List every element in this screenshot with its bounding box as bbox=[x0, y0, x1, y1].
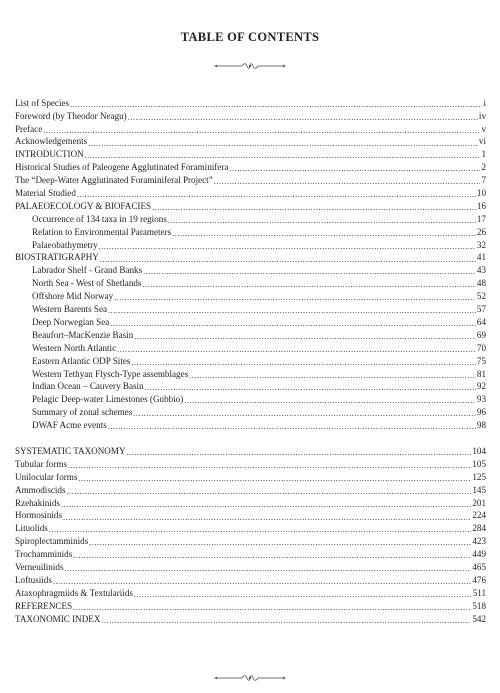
toc-entry-label: Offshore Mid Norway bbox=[32, 291, 114, 302]
toc-entry[interactable] bbox=[15, 521, 486, 534]
toc-entry-label: Eastern Atlantic ODP Sites bbox=[32, 355, 131, 366]
toc-entry-label: Relation to Environmental Parameters bbox=[32, 226, 172, 237]
dot-leader bbox=[168, 215, 476, 224]
toc-entry[interactable] bbox=[15, 482, 486, 495]
toc-entry[interactable] bbox=[15, 121, 486, 134]
toc-entry-label: Ataxophragmiids & Textulariids bbox=[15, 587, 133, 598]
toc-entry[interactable] bbox=[15, 147, 486, 160]
toc-entry-page: 52 bbox=[476, 291, 486, 302]
toc-entry[interactable] bbox=[15, 585, 486, 598]
toc-entry-page: 10 bbox=[476, 188, 486, 199]
toc-entry-page: 57 bbox=[476, 304, 486, 315]
toc-entry-label: North Sea - West of Shetlands bbox=[32, 278, 142, 289]
toc-entry-page: 48 bbox=[476, 278, 486, 289]
dot-leader bbox=[142, 279, 475, 288]
toc-entry-page: 75 bbox=[476, 355, 486, 366]
toc-entry-page: 7 bbox=[481, 175, 486, 186]
toc-entry[interactable] bbox=[15, 301, 486, 314]
toc-entry-label: SYSTEMATIC TAXONOMY bbox=[15, 445, 126, 456]
toc-entry-page: 511 bbox=[472, 587, 486, 598]
toc-entry-label: Palaeobathymetry bbox=[32, 239, 98, 250]
toc-entry-page: 96 bbox=[476, 407, 486, 418]
dot-leader bbox=[108, 421, 476, 430]
toc-entry-label: Acknowledgements bbox=[15, 136, 88, 147]
toc-entry[interactable] bbox=[15, 508, 486, 521]
toc-entry-label: Indian Ocean – Cauvery Basin bbox=[32, 381, 144, 392]
toc-entry-page: 69 bbox=[476, 329, 486, 340]
toc-entry-label: Hormosinids bbox=[15, 510, 62, 521]
toc-entry-page: 32 bbox=[476, 239, 486, 250]
toc-entry[interactable] bbox=[15, 546, 486, 559]
toc-entry-label: DWAF Acme events bbox=[32, 420, 107, 431]
dot-leader bbox=[99, 241, 476, 250]
dot-leader bbox=[189, 370, 476, 379]
toc-entry-page: 2 bbox=[481, 162, 486, 173]
toc-entry-page: 98 bbox=[476, 420, 486, 431]
toc-entry-page: 105 bbox=[472, 458, 486, 469]
toc-entry-page: 70 bbox=[476, 342, 486, 353]
toc-entry-label: Beaufort–MacKenzie Basin bbox=[32, 329, 134, 340]
toc-entry-page: 93 bbox=[476, 394, 486, 405]
dot-leader bbox=[117, 344, 476, 353]
dot-leader bbox=[128, 112, 478, 121]
toc-entry-page: 16 bbox=[476, 200, 486, 211]
dot-leader bbox=[67, 486, 472, 495]
toc-entry-page: 1 bbox=[481, 149, 486, 160]
dot-leader bbox=[85, 150, 481, 159]
dot-leader bbox=[101, 615, 471, 624]
toc-entry-label: TAXONOMIC INDEX bbox=[15, 613, 101, 624]
toc-entry[interactable] bbox=[15, 533, 486, 546]
dot-leader bbox=[184, 395, 476, 404]
dot-leader bbox=[53, 576, 471, 585]
dot-leader bbox=[73, 602, 471, 611]
toc-entry-page: vi bbox=[478, 136, 486, 147]
dot-leader bbox=[134, 331, 476, 340]
toc-entry-label: BIOSTRATIGRAPHY bbox=[15, 252, 99, 263]
toc-entry-label: Historical Studies of Paleogene Agglutinated Foraminifera bbox=[15, 162, 229, 173]
toc-entry[interactable] bbox=[15, 559, 486, 572]
toc-entry-label: Loftusiids bbox=[15, 574, 52, 585]
toc-entry-label: Ammodiscids bbox=[15, 484, 66, 495]
toc-entry[interactable] bbox=[15, 275, 486, 288]
toc-entry[interactable] bbox=[15, 314, 486, 327]
toc-entry[interactable] bbox=[15, 95, 486, 108]
toc-entry[interactable] bbox=[15, 198, 486, 211]
toc-entry-page: 81 bbox=[476, 368, 486, 379]
toc-entry[interactable] bbox=[15, 211, 486, 224]
toc-entry[interactable] bbox=[15, 379, 486, 392]
dot-leader bbox=[70, 99, 482, 108]
toc-entry[interactable] bbox=[15, 250, 486, 263]
toc-entry-label: Summary of zonal schemes bbox=[32, 407, 133, 418]
toc-entry-page: 26 bbox=[476, 226, 486, 237]
dot-leader bbox=[63, 512, 471, 521]
toc-entry-page: 17 bbox=[476, 213, 486, 224]
dot-leader bbox=[229, 163, 480, 172]
toc-entry-page: 43 bbox=[476, 265, 486, 276]
dot-leader bbox=[134, 589, 472, 598]
dot-leader bbox=[172, 228, 476, 237]
dot-leader bbox=[108, 305, 476, 314]
toc-entry[interactable] bbox=[15, 340, 486, 353]
flourish-ornament-icon bbox=[0, 670, 500, 682]
toc-entry-page: iv bbox=[478, 110, 486, 121]
toc-entry[interactable] bbox=[15, 404, 486, 417]
dot-leader bbox=[114, 292, 476, 301]
toc-entry-label: Material Studied bbox=[15, 188, 76, 199]
toc-entry-page: i bbox=[483, 97, 486, 108]
dot-leader bbox=[49, 524, 472, 533]
toc-entry[interactable] bbox=[15, 598, 486, 611]
toc-entry[interactable] bbox=[15, 224, 486, 237]
toc-entry[interactable] bbox=[15, 108, 486, 121]
toc-entry-label: Occurrence of 134 taxa in 19 regions bbox=[32, 213, 167, 224]
toc-entry-label: Rzehakinids bbox=[15, 497, 60, 508]
toc-entry[interactable] bbox=[15, 469, 486, 482]
dot-leader bbox=[131, 357, 475, 366]
toc-entry-page: 145 bbox=[472, 484, 486, 495]
toc-entry[interactable] bbox=[15, 172, 486, 185]
dot-leader bbox=[100, 254, 476, 263]
toc-entry-page: 449 bbox=[472, 549, 486, 560]
dot-leader bbox=[127, 447, 472, 456]
toc-entry-page: 201 bbox=[472, 497, 486, 508]
toc-entry-page: 224 bbox=[472, 510, 486, 521]
dot-leader bbox=[110, 318, 476, 327]
toc-entry[interactable] bbox=[15, 366, 486, 379]
toc-entry-page: 542 bbox=[472, 613, 486, 624]
toc-entry-label: Deep Norwegian Sea bbox=[32, 316, 110, 327]
toc-entry-label: Labrador Shelf - Grand Banks bbox=[32, 265, 143, 276]
toc-entry[interactable] bbox=[15, 263, 486, 276]
toc-list bbox=[15, 95, 486, 624]
toc-entry[interactable] bbox=[15, 572, 486, 585]
toc-entry[interactable] bbox=[15, 456, 486, 469]
toc-entry-page: 284 bbox=[472, 523, 486, 534]
toc-entry[interactable] bbox=[15, 159, 486, 172]
dot-leader bbox=[77, 189, 476, 198]
toc-entry-label: INTRODUCTION bbox=[15, 149, 84, 160]
toc-entry[interactable] bbox=[15, 327, 486, 340]
flourish-ornament-icon bbox=[0, 58, 500, 70]
dot-leader bbox=[43, 125, 480, 134]
dot-leader bbox=[133, 408, 476, 417]
toc-entry-label: Foreword (by Theodor Neagu) bbox=[15, 110, 127, 121]
toc-entry[interactable] bbox=[15, 288, 486, 301]
toc-entry[interactable] bbox=[15, 237, 486, 250]
toc-entry-label: Preface bbox=[15, 123, 43, 134]
toc-entry[interactable] bbox=[15, 417, 486, 430]
dot-leader bbox=[152, 202, 476, 211]
toc-entry-page: 518 bbox=[472, 600, 486, 611]
dot-leader bbox=[65, 563, 472, 572]
toc-spacer bbox=[15, 430, 486, 443]
toc-entry-label: PALAEOECOLOGY & BIOFACIES bbox=[15, 200, 152, 211]
toc-entry-label: Western North Atlantic bbox=[32, 342, 117, 353]
toc-entry[interactable] bbox=[15, 134, 486, 147]
dot-leader bbox=[61, 499, 471, 508]
toc-entry-label: REFERENCES bbox=[15, 600, 73, 611]
toc-entry-page: 92 bbox=[476, 381, 486, 392]
toc-entry-label: Trochamminids bbox=[15, 549, 73, 560]
page-title: TABLE OF CONTENTS bbox=[180, 30, 320, 44]
dot-leader bbox=[78, 473, 471, 482]
dot-leader bbox=[73, 550, 471, 559]
dot-leader bbox=[214, 176, 481, 185]
toc-entry-page: 125 bbox=[472, 471, 486, 482]
toc-entry-label: Spiroplectamminids bbox=[15, 536, 89, 547]
toc-entry-label: Western Tethyan Flysch-Type assemblages bbox=[32, 368, 189, 379]
dot-leader bbox=[68, 460, 471, 469]
toc-entry-label: Tubular forms bbox=[15, 458, 67, 469]
toc-entry-page: 423 bbox=[472, 536, 486, 547]
dot-leader bbox=[145, 382, 476, 391]
toc-entry-page: 476 bbox=[472, 574, 486, 585]
toc-entry[interactable] bbox=[15, 495, 486, 508]
toc-entry-label: List of Species bbox=[15, 97, 70, 108]
toc-entry-page: 41 bbox=[476, 252, 486, 263]
dot-leader bbox=[143, 266, 476, 275]
toc-entry[interactable] bbox=[15, 185, 486, 198]
toc-entry-label: Unilocular forms bbox=[15, 471, 78, 482]
toc-entry[interactable] bbox=[15, 391, 486, 404]
toc-entry-label: Verneuilinids bbox=[15, 561, 64, 572]
toc-entry-label: Lituolids bbox=[15, 523, 48, 534]
toc-entry[interactable] bbox=[15, 611, 486, 624]
toc-entry-label: Pelagic Deep-water Limestones (Gubbio) bbox=[32, 394, 184, 405]
toc-entry-label: The “Deep-Water Agglutinated Foraminiferal Project” bbox=[15, 175, 213, 186]
toc-entry-page: 64 bbox=[476, 316, 486, 327]
toc-entry[interactable] bbox=[15, 443, 486, 456]
toc-entry-page: 465 bbox=[472, 561, 486, 572]
toc-entry-page: 104 bbox=[472, 445, 486, 456]
toc-entry[interactable] bbox=[15, 353, 486, 366]
toc-entry-label: Western Barents Sea bbox=[32, 304, 108, 315]
dot-leader bbox=[88, 138, 478, 147]
toc-entry-page: v bbox=[481, 123, 486, 134]
dot-leader bbox=[89, 537, 471, 546]
